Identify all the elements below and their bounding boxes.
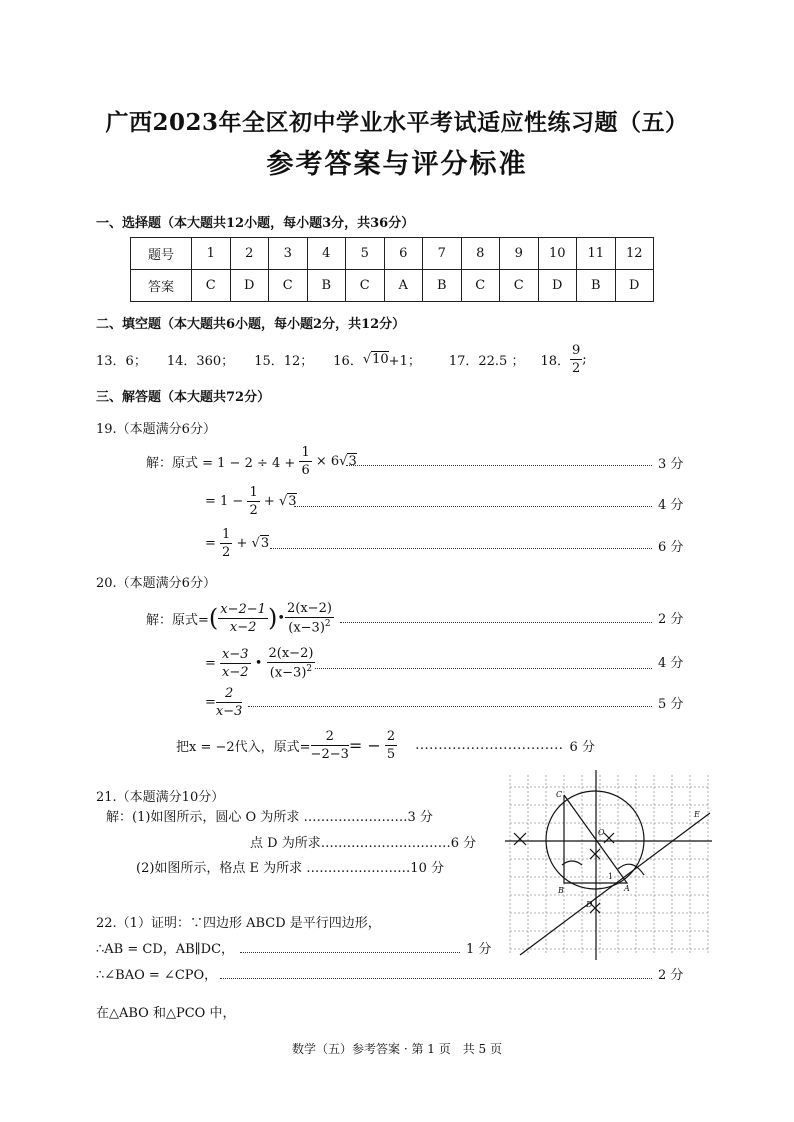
equals-sign: = xyxy=(205,535,216,551)
q22-line-3: ∴∠BAO = ∠CPO， xyxy=(96,968,218,983)
table-cell: 8 xyxy=(461,238,500,270)
table-cell: D xyxy=(615,270,654,302)
table-row-label: 题号 xyxy=(131,238,192,270)
fraction-denominator: 2 xyxy=(222,544,231,560)
title-line-1: 广西2023年全区初中学业水平考试适应性练习题（五） xyxy=(105,109,689,136)
fraction xyxy=(220,528,232,559)
fraction-numerator: 2(x−2) xyxy=(287,600,332,616)
q21-line-1: 解：(1)如图所示，圆心 O 为所求 ……………………3 分 xyxy=(106,810,433,825)
section-2-heading: 二、填空题（本大题共6小题，每小题2分，共12分） xyxy=(96,317,406,332)
equals-sign: = xyxy=(205,694,216,710)
fraction-numerator: 1 xyxy=(301,444,310,460)
exponent: 2 xyxy=(324,618,331,629)
fraction-numerator: 2 xyxy=(311,730,349,746)
label-o: O xyxy=(598,828,605,837)
sqrt-sign: √ xyxy=(251,535,260,551)
table-cell: C xyxy=(346,270,385,302)
table-cell: 3 xyxy=(269,238,308,270)
page-footer: 数学（五）参考答案 · 第 1 页 共 5 页 xyxy=(292,1042,502,1056)
leader-dots xyxy=(248,706,652,707)
table-cell: 4 xyxy=(307,238,346,270)
q22-score-2: 2 分 xyxy=(658,968,684,983)
fraction-numerator: 1 xyxy=(222,526,231,542)
fraction-denominator: 6 xyxy=(301,462,310,478)
fraction xyxy=(311,730,349,761)
table-cell: C xyxy=(500,270,539,302)
q20-line-2 xyxy=(205,643,315,683)
table-cell: 6 xyxy=(384,238,423,270)
q21-line-2: 点 D 为所求…………………………6 分 xyxy=(250,836,477,851)
q19-line2-suffix: + xyxy=(263,493,275,509)
multiply-dot: • xyxy=(277,610,285,626)
fraction xyxy=(220,648,251,679)
table-cell: B xyxy=(423,270,462,302)
q20-line-3 xyxy=(205,684,242,720)
answer-16-radicand: 10 xyxy=(372,352,389,367)
leader-dots xyxy=(346,465,652,466)
label-1: 1 xyxy=(608,872,614,881)
fraction xyxy=(218,603,268,634)
fraction-numerator: x−2−1 xyxy=(220,601,266,617)
table-cell: C xyxy=(461,270,500,302)
q21-heading: 21.（本题满分10分） xyxy=(96,790,225,805)
label-a: A xyxy=(624,884,630,893)
label-b: B xyxy=(558,886,564,895)
table-cell: 5 xyxy=(346,238,385,270)
q19-line3-suffix: + xyxy=(236,535,248,551)
fraction xyxy=(216,687,243,718)
q20-line-4 xyxy=(176,726,595,764)
denominator-base: (x−3) xyxy=(269,665,307,681)
table-cell: C xyxy=(192,270,231,302)
fraction-numerator: 2 xyxy=(216,687,243,703)
label-c: C xyxy=(556,790,563,799)
fraction-numerator: x−3 xyxy=(222,646,249,662)
sqrt-sign: √ xyxy=(362,351,372,367)
q19-line-3 xyxy=(205,526,269,560)
radicand: 3 xyxy=(348,454,357,469)
circle-o xyxy=(546,791,644,889)
table-cell: 1 xyxy=(192,238,231,270)
fraction-numerator: 1 xyxy=(249,484,258,500)
fraction xyxy=(247,486,259,517)
fraction xyxy=(285,602,334,634)
leader-dots-text: ................................ xyxy=(415,737,564,753)
answer-16-label: 16． xyxy=(333,353,363,369)
q19-line2-prefix: = 1 − xyxy=(205,493,244,509)
q20-line1-prefix: 解：原式= xyxy=(146,612,209,628)
figure-labels xyxy=(556,790,700,909)
q19-score-1: 3 分 xyxy=(658,457,684,472)
table-cell: 10 xyxy=(538,238,577,270)
answer-18-label: 18． xyxy=(540,353,571,369)
answer-18-tail: ; xyxy=(582,351,587,367)
table-cell: D xyxy=(538,270,577,302)
q22-line-4: 在△ABO 和△PCO 中， xyxy=(96,1006,236,1021)
fraction-denominator: 5 xyxy=(386,746,396,762)
answer-18-fraction xyxy=(570,344,582,375)
leader-dots xyxy=(270,548,652,549)
q20-heading: 20.（本题满分6分） xyxy=(96,576,216,591)
table-cell: C xyxy=(269,270,308,302)
q20-score-4: 6 分 xyxy=(569,739,595,755)
table-cell: D xyxy=(230,270,269,302)
fraction xyxy=(299,446,311,477)
radicand: 3 xyxy=(260,536,270,551)
fraction-denominator: 2 xyxy=(572,360,581,376)
q19-heading: 19.（本题满分6分） xyxy=(96,422,216,437)
q21-line-3: (2)如图所示，格点 E 为所求 ……………………10 分 xyxy=(136,861,444,876)
label-d: D xyxy=(586,900,593,909)
arc-mark xyxy=(562,861,582,865)
fraction-numerator: 9 xyxy=(572,342,581,358)
fraction-denominator: −2−3 xyxy=(310,746,349,762)
fraction-denominator: 2 xyxy=(249,502,258,518)
right-paren: ) xyxy=(267,604,278,632)
fraction-denominator: x−2 xyxy=(222,664,249,680)
construction xyxy=(505,770,712,960)
title-line-2: 参考答案与评分标准 xyxy=(266,149,528,180)
leader-dots xyxy=(240,952,460,953)
fraction-numerator: 2(x−2) xyxy=(268,645,314,661)
label-e: E xyxy=(694,810,700,819)
multiply-dot: • xyxy=(254,655,263,671)
q20-score-1: 2 分 xyxy=(658,612,684,627)
leader-dots xyxy=(340,622,652,623)
q19-score-2: 4 分 xyxy=(658,498,684,513)
answer-16-tail: +1； xyxy=(388,353,421,369)
q19-line1-suffix: × 6 xyxy=(315,453,340,469)
table-cell: 2 xyxy=(230,238,269,270)
q20-line-1 xyxy=(146,597,334,639)
sqrt-sign: √ xyxy=(278,493,288,509)
fraction-denominator: x−2 xyxy=(229,619,257,635)
answer-13: 13．6； xyxy=(96,353,147,369)
q19-line-2 xyxy=(205,484,297,518)
answer-table-number-row xyxy=(131,238,654,270)
table-cell: 7 xyxy=(423,238,462,270)
table-cell: 11 xyxy=(577,238,616,270)
leader-dots xyxy=(220,978,652,979)
grid xyxy=(510,775,708,955)
table-cell: B xyxy=(577,270,616,302)
q22-line-2: ∴AB = CD，AB∥DC， xyxy=(96,942,235,957)
tangent-line xyxy=(520,813,710,955)
answer-15: 15．12； xyxy=(254,353,314,369)
section-1-heading: 一、选择题（本大题共12小题，每小题3分，共36分） xyxy=(96,216,415,231)
sqrt-sign: √ xyxy=(339,453,348,469)
q20-score-3: 5 分 xyxy=(658,697,684,712)
q19-score-3: 6 分 xyxy=(658,540,684,555)
fraction xyxy=(267,647,316,679)
fraction-numerator: 2 xyxy=(386,728,396,744)
table-cell: 9 xyxy=(500,238,539,270)
left-paren: ( xyxy=(208,604,219,632)
table-cell: A xyxy=(384,270,423,302)
table-cell: 12 xyxy=(615,238,654,270)
q21-geometry-figure xyxy=(500,765,720,965)
q19-line-1 xyxy=(146,444,357,478)
table-row-label: 答案 xyxy=(131,270,192,302)
table-cell: B xyxy=(307,270,346,302)
answer-17: 17．22.5 ； xyxy=(448,353,525,369)
answer-table-answer-row xyxy=(131,270,654,302)
fraction-denominator: x−3 xyxy=(215,703,243,719)
equals-sign: = xyxy=(205,655,216,671)
q20-line4-prefix: 把x = −2代入，原式= xyxy=(176,739,311,755)
answer-table xyxy=(130,237,654,302)
q20-line4-equals: = − xyxy=(348,735,381,755)
fraction-denominator xyxy=(285,618,334,634)
answer-14: 14．360； xyxy=(166,353,235,369)
section-3-heading: 三、解答题（本大题共72分） xyxy=(96,390,271,405)
leader-dots xyxy=(315,668,652,669)
denominator-base: (x−3) xyxy=(288,620,325,636)
fraction-denominator xyxy=(267,663,316,679)
q22-score-1: 1 分 xyxy=(466,942,492,957)
fill-in-answers xyxy=(96,342,587,376)
radicand: 3 xyxy=(288,494,297,509)
leader-dots xyxy=(294,506,652,507)
q20-score-2: 4 分 xyxy=(658,656,684,671)
fraction xyxy=(385,730,397,761)
q19-line1-prefix: 解：原式 = 1 − 2 ÷ 4 + xyxy=(146,455,296,471)
exponent: 2 xyxy=(306,663,313,674)
q22-line-1: 22.（1）证明：∵四边形 ABCD 是平行四边形， xyxy=(96,916,381,931)
